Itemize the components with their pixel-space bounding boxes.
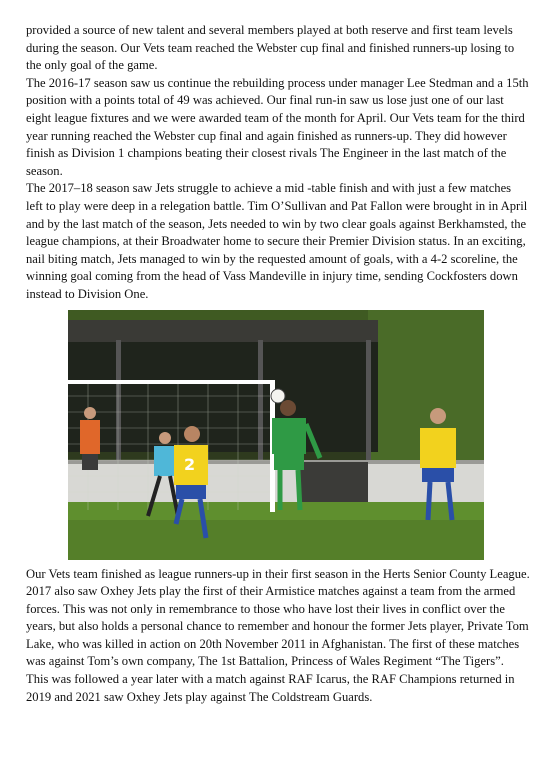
paragraph-top-3: The 2017–18 season saw Jets struggle to achieve a mid -table finish and with just a few matches left to play were deep in a relegation battle. Tim O’Sullivan and Pat Fallon were brought in in April and by the last match of the season, Jets needed to win by two clear goals against Berkhamsted, the league champions, at their Broadwater home to secure their Premier Division status. In an exciting, nail biting match, Jets managed to win by the requested amount of goals, with a 4-2 scoreline, the winning goal coming from the head of Vass Mandeville in injury time, sending Cockfosters down instead to Division One. (26, 181, 528, 301)
pitch-shade (68, 520, 484, 560)
spectator-legs (82, 454, 98, 470)
stand-post (366, 340, 371, 465)
paragraph-top-2: The 2016-17 season saw us continue the rebuilding process under manager Lee Stedman and a 15th position with a points total of 49 was achieved. Our final run-in saw us lose just one of our last eight league fixtures and we were awarded team of the month for April. Our Vets team for the third year running reached the Webster cup final and again finished as runners-up. They did however finish as Division 1 champions beating their closest rivals The Engineer in the last match of the season. (26, 75, 529, 178)
football (271, 389, 285, 403)
jets-player-2-head (184, 426, 200, 442)
stand-post (258, 340, 263, 465)
opponent-shorts (274, 454, 304, 470)
jets-player-right-shorts (422, 468, 454, 482)
opponent-head (280, 400, 296, 416)
goalkeeper-head (159, 432, 171, 444)
spectator-orange (80, 420, 100, 454)
jets-player-right-head (430, 408, 446, 424)
paragraph-bottom-3: This was followed a year later with a match against RAF Icarus, the RAF Champions returned in 2019 and 2021 saw Oxhey Jets play against The Coldstream Guards. (26, 672, 515, 704)
goalkeeper (154, 446, 176, 476)
goal-crossbar (68, 380, 274, 384)
document-page (26, 22, 531, 706)
spectator-head (84, 407, 96, 419)
paragraph-bottom-2: 2017 also saw Oxhey Jets play the first of their Armistice matches against a team from the armed forces. This was not only in remembrance to those who have lost their lives in conflict over the years, but also holds a personal chance to remember and honour the former Jets player, Private Tom Lake, who was killed in action on 20th November 2011 in Afghanistan. The first of these matches was against Tom’s own company, The 1st Battalion, Princess of Wales Regiment “The Tigers”. (26, 584, 529, 669)
stand-post (116, 340, 121, 465)
paragraph-top-1: provided a source of new talent and several members played at both reserve and first team levels during the season. Our Vets team reached the Webster cup final and finished runners-up losing to the only goal of the game. (26, 23, 515, 73)
jets-player-2-shorts (176, 485, 206, 499)
shirt-number: 2 (184, 454, 196, 474)
paragraph-bottom-1: Our Vets team finished as league runners-up in their first season in the Herts Senior County League. (26, 566, 530, 581)
opponent-leg (298, 470, 300, 510)
opponent-player (272, 418, 306, 454)
stand-roof (68, 320, 378, 342)
stand-interior (68, 342, 378, 452)
jets-player-right (420, 428, 456, 468)
match-photo (68, 310, 484, 560)
barrier-dark-panel (298, 462, 368, 502)
jets-player-right-leg (428, 482, 430, 520)
football-match-illustration (68, 310, 484, 560)
